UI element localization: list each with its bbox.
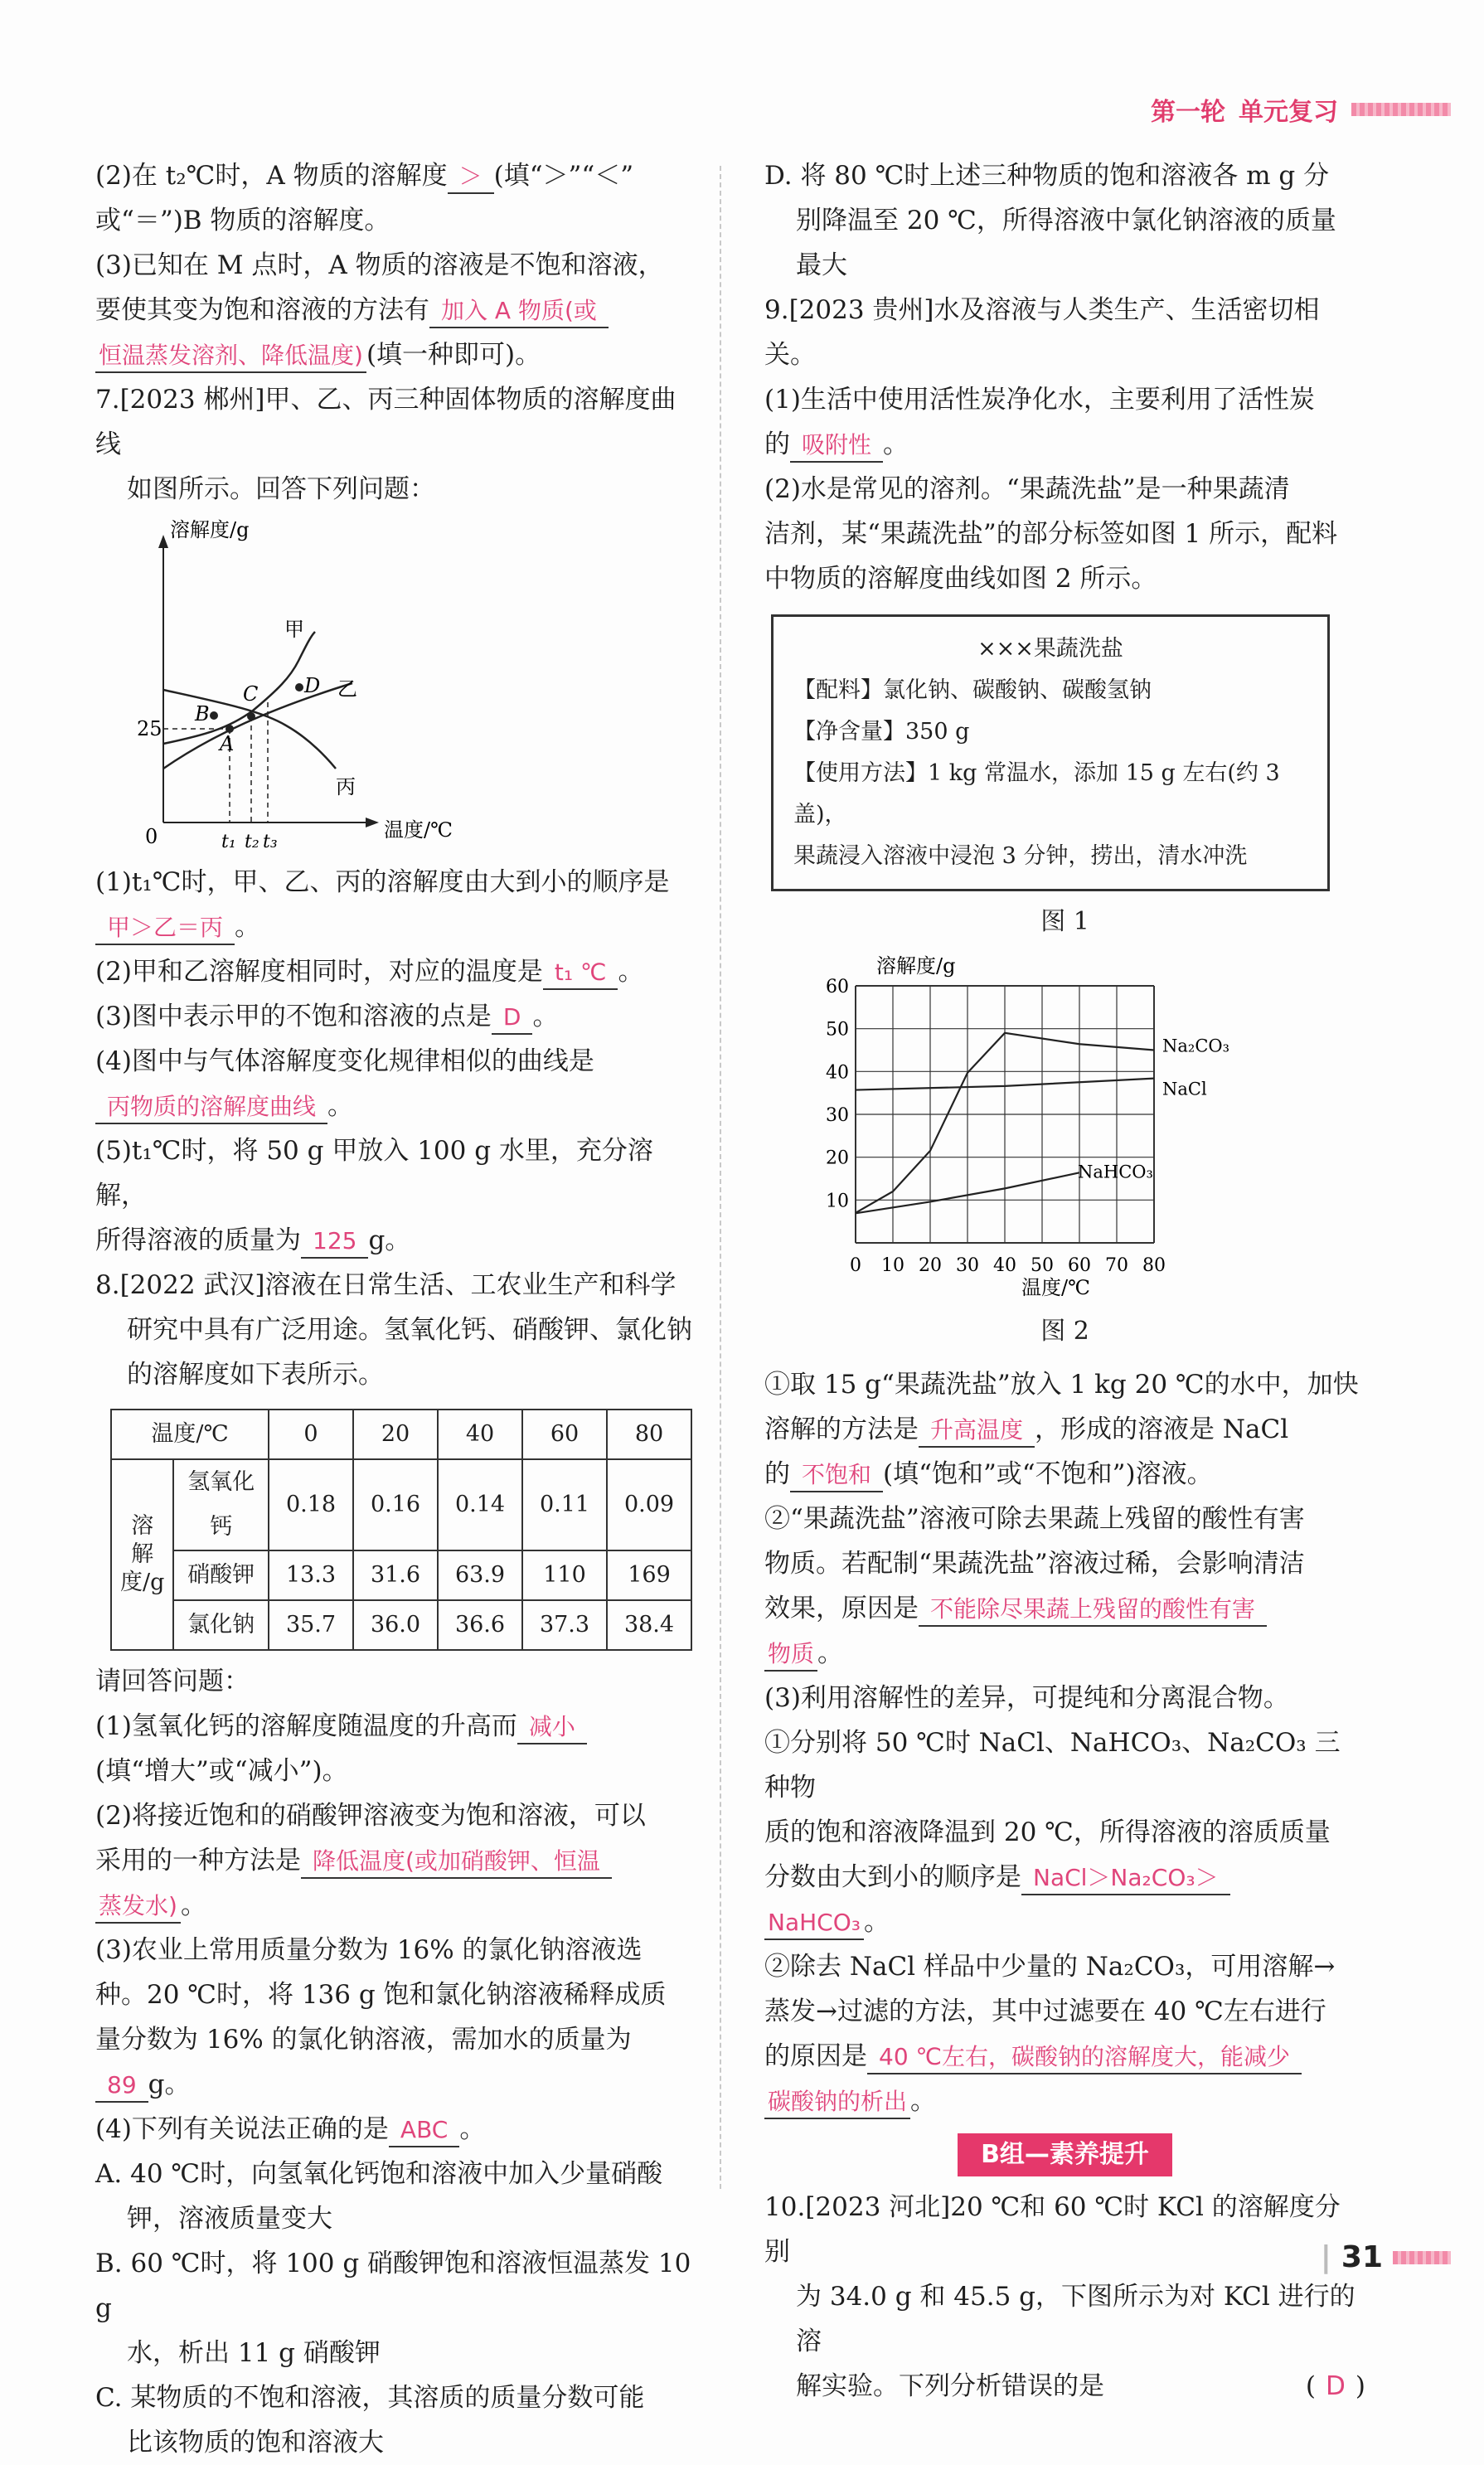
series-label-0: Na₂CO₃ [1162, 1036, 1230, 1056]
point-b [210, 711, 218, 720]
q8-s2-line2: 采用的一种方法是 降低温度(或加硝酸钾、恒温 [95, 1838, 692, 1883]
y-tick-label: 10 [826, 1191, 849, 1212]
q7-s2: (2)甲和乙溶解度相同时，对应的温度是 t₁ ℃ 。 [95, 949, 692, 994]
header-unit: 单元复习 [1239, 98, 1338, 127]
answer: 89 [95, 2070, 148, 2103]
q8-line2: 研究中具有广泛用途。氢氧化钙、硝酸钾、氯化钠 [127, 1315, 692, 1345]
answer: NaCl＞Na₂CO₃＞ [1021, 1862, 1230, 1895]
q9-s1-line1: (1)生活中使用活性炭净化水，主要利用了活性炭 [764, 385, 1315, 415]
table-row [111, 1459, 691, 1550]
q6-part3-line1: (3)已知在 M 点时，A 物质的溶液是不饱和溶液， [95, 250, 664, 280]
label-b: B [195, 702, 210, 725]
option-d-line1: D. 将 80 ℃时上述三种物质的饱和溶液各 m g 分 [764, 161, 1330, 191]
q8-s2-line1: (2)将接近饱和的硝酸钾溶液变为饱和溶液，可以 [95, 1801, 646, 1831]
table-cell: 0.14 [438, 1459, 522, 1550]
q6-part2: (2)在 t₂℃时，A 物质的溶解度 ＞ (填“＞”“＜” [95, 153, 692, 198]
table-header-cell: 40 [438, 1410, 522, 1459]
table-cell: 0.09 [607, 1459, 691, 1550]
option-b-line2: 水，析出 11 g 硝酸钾 [127, 2338, 381, 2368]
column-divider [720, 166, 721, 2189]
q10-line2: 为 34.0 g 和 45.5 g，下图所示为对 KCl 进行的溶 [796, 2282, 1355, 2356]
label-a: A [220, 732, 235, 755]
right-column [764, 153, 1365, 2409]
table-header-row [111, 1410, 691, 1459]
q7-line1: 7.[2023 郴州]甲、乙、丙三种固体物质的溶解度曲线 [95, 385, 677, 459]
q9-d2-line2: 蒸发→过滤的方法，其中过滤要在 40 ℃左右进行 [764, 1997, 1326, 2026]
x-label: 温度/℃ [384, 818, 453, 842]
answer: 甲＞乙＝丙 [95, 912, 235, 945]
label-t1: t₁ [221, 832, 236, 852]
table-cell: 169 [607, 1550, 691, 1600]
table-header-cell: 80 [607, 1410, 691, 1459]
q8-s1-line2: (填“增大”或“减小”)。 [95, 1756, 348, 1786]
section-banner-wrap [764, 2132, 1365, 2176]
table-header-cell: 60 [522, 1410, 607, 1459]
table-cell: 硝酸钾 [173, 1550, 269, 1600]
answer: ＞ [448, 161, 494, 194]
q9-d1-line2: 质的饱和溶液降温到 20 ℃，所得溶液的溶质质量 [764, 1817, 1331, 1847]
q9-d2-line3: 的原因是 40 ℃左右，碳酸钠的溶解度大，能减少 [764, 2034, 1365, 2079]
label-t3: t₃ [263, 832, 278, 852]
option-c-line1: C. 某物质的不饱和溶液，其溶质的质量分数可能 [95, 2383, 645, 2413]
q10-line3: 解实验。下列分析错误的是 ( D ) [796, 2371, 1365, 2401]
q9-c2-line1: ②“果蔬洗盐”溶液可除去果蔬上残留的酸性有害 [764, 1504, 1305, 1534]
table-cell: 36.0 [353, 1600, 438, 1650]
q7-s1-answer-line: 甲＞乙＝丙 。 [95, 905, 692, 949]
q8-s1: (1)氢氧化钙的溶解度随温度的升高而 减小 [95, 1704, 692, 1749]
x-axis-arrow [366, 818, 379, 827]
table-cell: 38.4 [607, 1600, 691, 1650]
header-decor-bar [1351, 103, 1451, 116]
left-column [95, 153, 692, 2465]
label-ingredients: 【配料】氯化钠、碳酸钠、碳酸氢钠 [793, 677, 1152, 703]
q9-d2-line1: ②除去 NaCl 样品中少量的 Na₂CO₃，可用溶解→ [764, 1952, 1336, 1982]
q8-s4: (4)下列有关说法正确的是 ABC 。 [95, 2107, 692, 2152]
table-cell: 37.3 [522, 1600, 607, 1650]
q6-part2-line2: 或“＝”)B 物质的溶解度。 [95, 206, 390, 235]
table-row [111, 1600, 691, 1650]
x-tick-label: 0 [850, 1255, 861, 1276]
answer: 碳酸钠的析出 [764, 2086, 910, 2119]
answer: 丙物质的溶解度曲线 [95, 1091, 327, 1124]
page-number-marker: | [1320, 2240, 1331, 2274]
x-tick-label: 80 [1142, 1255, 1166, 1276]
x-tick-label: 20 [919, 1255, 942, 1276]
q8-line1: 8.[2022 武汉]溶液在日常生活、工农业生产和科学 [95, 1270, 677, 1300]
answer: 吸附性 [790, 429, 883, 463]
page-header [1151, 91, 1451, 128]
label-usage-line2: 果蔬浸入溶液中浸泡 3 分钟，捞出，清水冲洗 [793, 843, 1248, 869]
solubility-chart-fig2 [798, 953, 1312, 1301]
curve-jia [163, 632, 315, 744]
answer: D [1326, 2371, 1346, 2401]
point-d [295, 683, 303, 691]
y-tick-label: 30 [826, 1105, 849, 1126]
x-tick-label: 50 [1031, 1255, 1054, 1276]
q9-c2-line2: 物质。若配制“果蔬洗盐”溶液过稀，会影响清洁 [764, 1549, 1305, 1579]
series-label-1: NaCl [1162, 1079, 1207, 1099]
option-a-line2: 钾，溶液质量变大 [127, 2204, 332, 2234]
answer: 蒸发水) [95, 1890, 181, 1924]
q9-c2-line4: 物质 。 [764, 1631, 1365, 1676]
table-header-cell: 温度/℃ [111, 1410, 269, 1459]
q9-s2-line2: 洁剂，某“果蔬洗盐”的部分标签如图 1 所示，配料 [764, 519, 1338, 549]
answer: t₁ ℃ [543, 957, 618, 990]
q8-s2-line3: 蒸发水) 。 [95, 1883, 692, 1928]
product-label-box [771, 614, 1330, 891]
q7-s5-line2: 所得溶液的质量为 125 g。 [95, 1218, 692, 1263]
q7-s5-line1: (5)t₁℃时，将 50 g 甲放入 100 g 水里，充分溶解， [95, 1136, 653, 1211]
q9-c2-line3: 效果，原因是 不能除尽果蔬上残留的酸性有害 [764, 1586, 1365, 1631]
table-row [111, 1550, 691, 1600]
q10-line1: 10.[2023 河北]20 ℃和 60 ℃时 KCl 的溶解度分别 [764, 2192, 1341, 2267]
y-tick-25: 25 [137, 717, 162, 740]
q7-line2: 如图所示。回答下列问题： [127, 474, 435, 504]
table-cell: 31.6 [353, 1550, 438, 1600]
answer: 125 [301, 1225, 368, 1259]
y-tick-label: 40 [826, 1062, 849, 1084]
y-tick-label: 50 [826, 1019, 849, 1041]
y-tick-label: 60 [826, 977, 849, 997]
q8-s3-answer-line: 89 g。 [95, 2062, 692, 2107]
q9-s2-line1: (2)水是常见的溶剂。“果蔬洗盐”是一种果蔬清 [764, 474, 1290, 504]
answer: 升高温度 [919, 1414, 1035, 1448]
table-header-cell: 0 [269, 1410, 353, 1459]
q7-s1: (1)t₁℃时，甲、乙、丙的溶解度由大到小的顺序是 [95, 867, 670, 897]
point-c [247, 712, 255, 721]
answer: 40 ℃左右，碳酸钠的溶解度大，能减少 [867, 2041, 1302, 2074]
q9-c1-line1: ①取 15 g“果蔬洗盐”放入 1 kg 20 ℃的水中，加快 [764, 1370, 1359, 1400]
x-tick-label: 60 [1068, 1255, 1091, 1276]
table-group-label: 溶解度/g [111, 1459, 173, 1650]
table-cell: 氢氧化钙 [173, 1459, 269, 1550]
series-label-2: NaHCO₃ [1078, 1162, 1153, 1182]
label-bing: 丙 [336, 775, 356, 798]
page-number: 31 [1341, 2240, 1383, 2274]
table-cell: 0.11 [522, 1459, 607, 1550]
option-a-line1: A. 40 ℃时，向氢氧化钙饱和溶液中加入少量硝酸 [95, 2159, 663, 2189]
q9-d1-line1: ①分别将 50 ℃时 NaCl、NaHCO₃、Na₂CO₃ 三种物 [764, 1728, 1341, 1803]
option-b-line1: B. 60 ℃时，将 100 g 硝酸钾饱和溶液恒温蒸发 10 g [95, 2249, 691, 2323]
origin-label: 0 [145, 825, 158, 848]
q8-s3-line1: (3)农业上常用质量分数为 16% 的氯化钠溶液选 [95, 1935, 643, 1965]
q6-part3-line3: 恒温蒸发溶剂、降低温度) (填一种即可)。 [95, 332, 692, 377]
table-cell: 63.9 [438, 1550, 522, 1600]
header-round: 第一轮 [1151, 98, 1225, 127]
q9-c1-line3: 的 不饱和 (填“饱和”或“不饱和”)溶液。 [764, 1452, 1365, 1497]
q9-d1-line4: NaHCO₃ 。 [764, 1900, 1365, 1944]
q8-line3: 的溶解度如下表所示。 [127, 1360, 384, 1390]
label-net-content: 【净含量】350 g [793, 719, 970, 745]
q9-d2-line4: 碳酸钠的析出 。 [764, 2079, 1365, 2123]
section-banner: B组—素养提升 [958, 2133, 1172, 2176]
table-cell: 13.3 [269, 1550, 353, 1600]
q9-s3-line1: (3)利用溶解性的差异，可提纯和分离混合物。 [764, 1683, 1289, 1713]
chart-x-label: 温度/℃ [1021, 1276, 1090, 1299]
answer: 不能除尽果蔬上残留的酸性有害 [919, 1594, 1267, 1627]
footer-decor-bar [1393, 2251, 1451, 2264]
answer: 物质 [764, 1638, 817, 1672]
chart-y-label: 溶解度/g [876, 954, 956, 978]
y-label: 溶解度/g [170, 518, 250, 541]
answer: NaHCO₃ [764, 1907, 864, 1940]
q7-s4: (4)图中与气体溶解度变化规律相似的曲线是 [95, 1046, 594, 1076]
label-c: C [243, 682, 259, 706]
q6-part3-line2: 要使其变为饱和溶液的方法有 加入 A 物质(或 [95, 288, 692, 332]
table-cell: 110 [522, 1550, 607, 1600]
option-d-line3: 最大 [796, 250, 847, 280]
answer: 降低温度(或加硝酸钾、恒温 [301, 1846, 612, 1879]
table-cell: 36.6 [438, 1600, 522, 1650]
label-d: D [304, 674, 321, 697]
option-c-line2: 比该物质的饱和溶液大 [127, 2428, 384, 2458]
q9-s2-line3: 中物质的溶解度曲线如图 2 所示。 [764, 564, 1157, 594]
label-usage-line1: 【使用方法】1 kg 常温水，添加 15 g 左右(约 3 盖)， [793, 760, 1280, 827]
q7-s4-answer-line: 丙物质的溶解度曲线 。 [95, 1084, 692, 1128]
answer: D [492, 1002, 533, 1035]
q8-s3-line2: 种。20 ℃时，将 136 g 饱和氯化钠溶液稀释成质 [95, 1980, 667, 2010]
label-jia: 甲 [284, 618, 304, 641]
table-header-cell: 20 [353, 1410, 438, 1459]
q9-s1-line2: 的 吸附性 。 [764, 422, 1365, 467]
option-d-line2: 别降温至 20 ℃，所得溶液中氯化钠溶液的质量 [796, 206, 1336, 235]
q9-c1-line2: 溶解的方法是 升高温度 ，形成的溶液是 NaCl [764, 1407, 1365, 1452]
answer: 恒温蒸发溶剂、降低温度) [95, 340, 366, 373]
y-tick-label: 20 [826, 1148, 849, 1169]
figure-2-caption: 图 2 [1040, 1317, 1089, 1346]
label-title: ×××果蔬洗盐 [977, 636, 1123, 662]
table-cell: 0.18 [269, 1459, 353, 1550]
table-cell: 35.7 [269, 1600, 353, 1650]
solubility-table [110, 1409, 692, 1651]
x-tick-label: 10 [881, 1255, 904, 1276]
table-cell: 氯化钠 [173, 1600, 269, 1650]
q7-s3: (3)图中表示甲的不饱和溶液的点是 D 。 [95, 994, 692, 1039]
q9-d1-line3: 分数由大到小的顺序是 NaCl＞Na₂CO₃＞ [764, 1855, 1365, 1900]
answer: 不饱和 [790, 1459, 883, 1492]
label-t2: t₂ [245, 832, 259, 852]
q7-solubility-graph [120, 512, 502, 860]
table-cell: 0.16 [353, 1459, 438, 1550]
q9-line1: 9.[2023 贵州]水及溶液与人类生产、生活密切相关。 [764, 295, 1320, 370]
x-tick-label: 30 [956, 1255, 979, 1276]
answer: 加入 A 物质(或 [429, 295, 609, 328]
answer: ABC [389, 2114, 459, 2147]
page-number-block [1321, 2240, 1451, 2274]
x-tick-label: 70 [1105, 1255, 1128, 1276]
q8-ask: 请回答问题： [95, 1667, 250, 1696]
q8-s3-line3: 量分数为 16% 的氯化钠溶液，需加水的质量为 [95, 2025, 632, 2055]
y-axis-arrow [158, 535, 168, 548]
label-yi: 乙 [337, 677, 357, 701]
answer: 减小 [517, 1711, 587, 1744]
figure-1-caption: 图 1 [1040, 907, 1089, 936]
x-tick-label: 40 [993, 1255, 1016, 1276]
